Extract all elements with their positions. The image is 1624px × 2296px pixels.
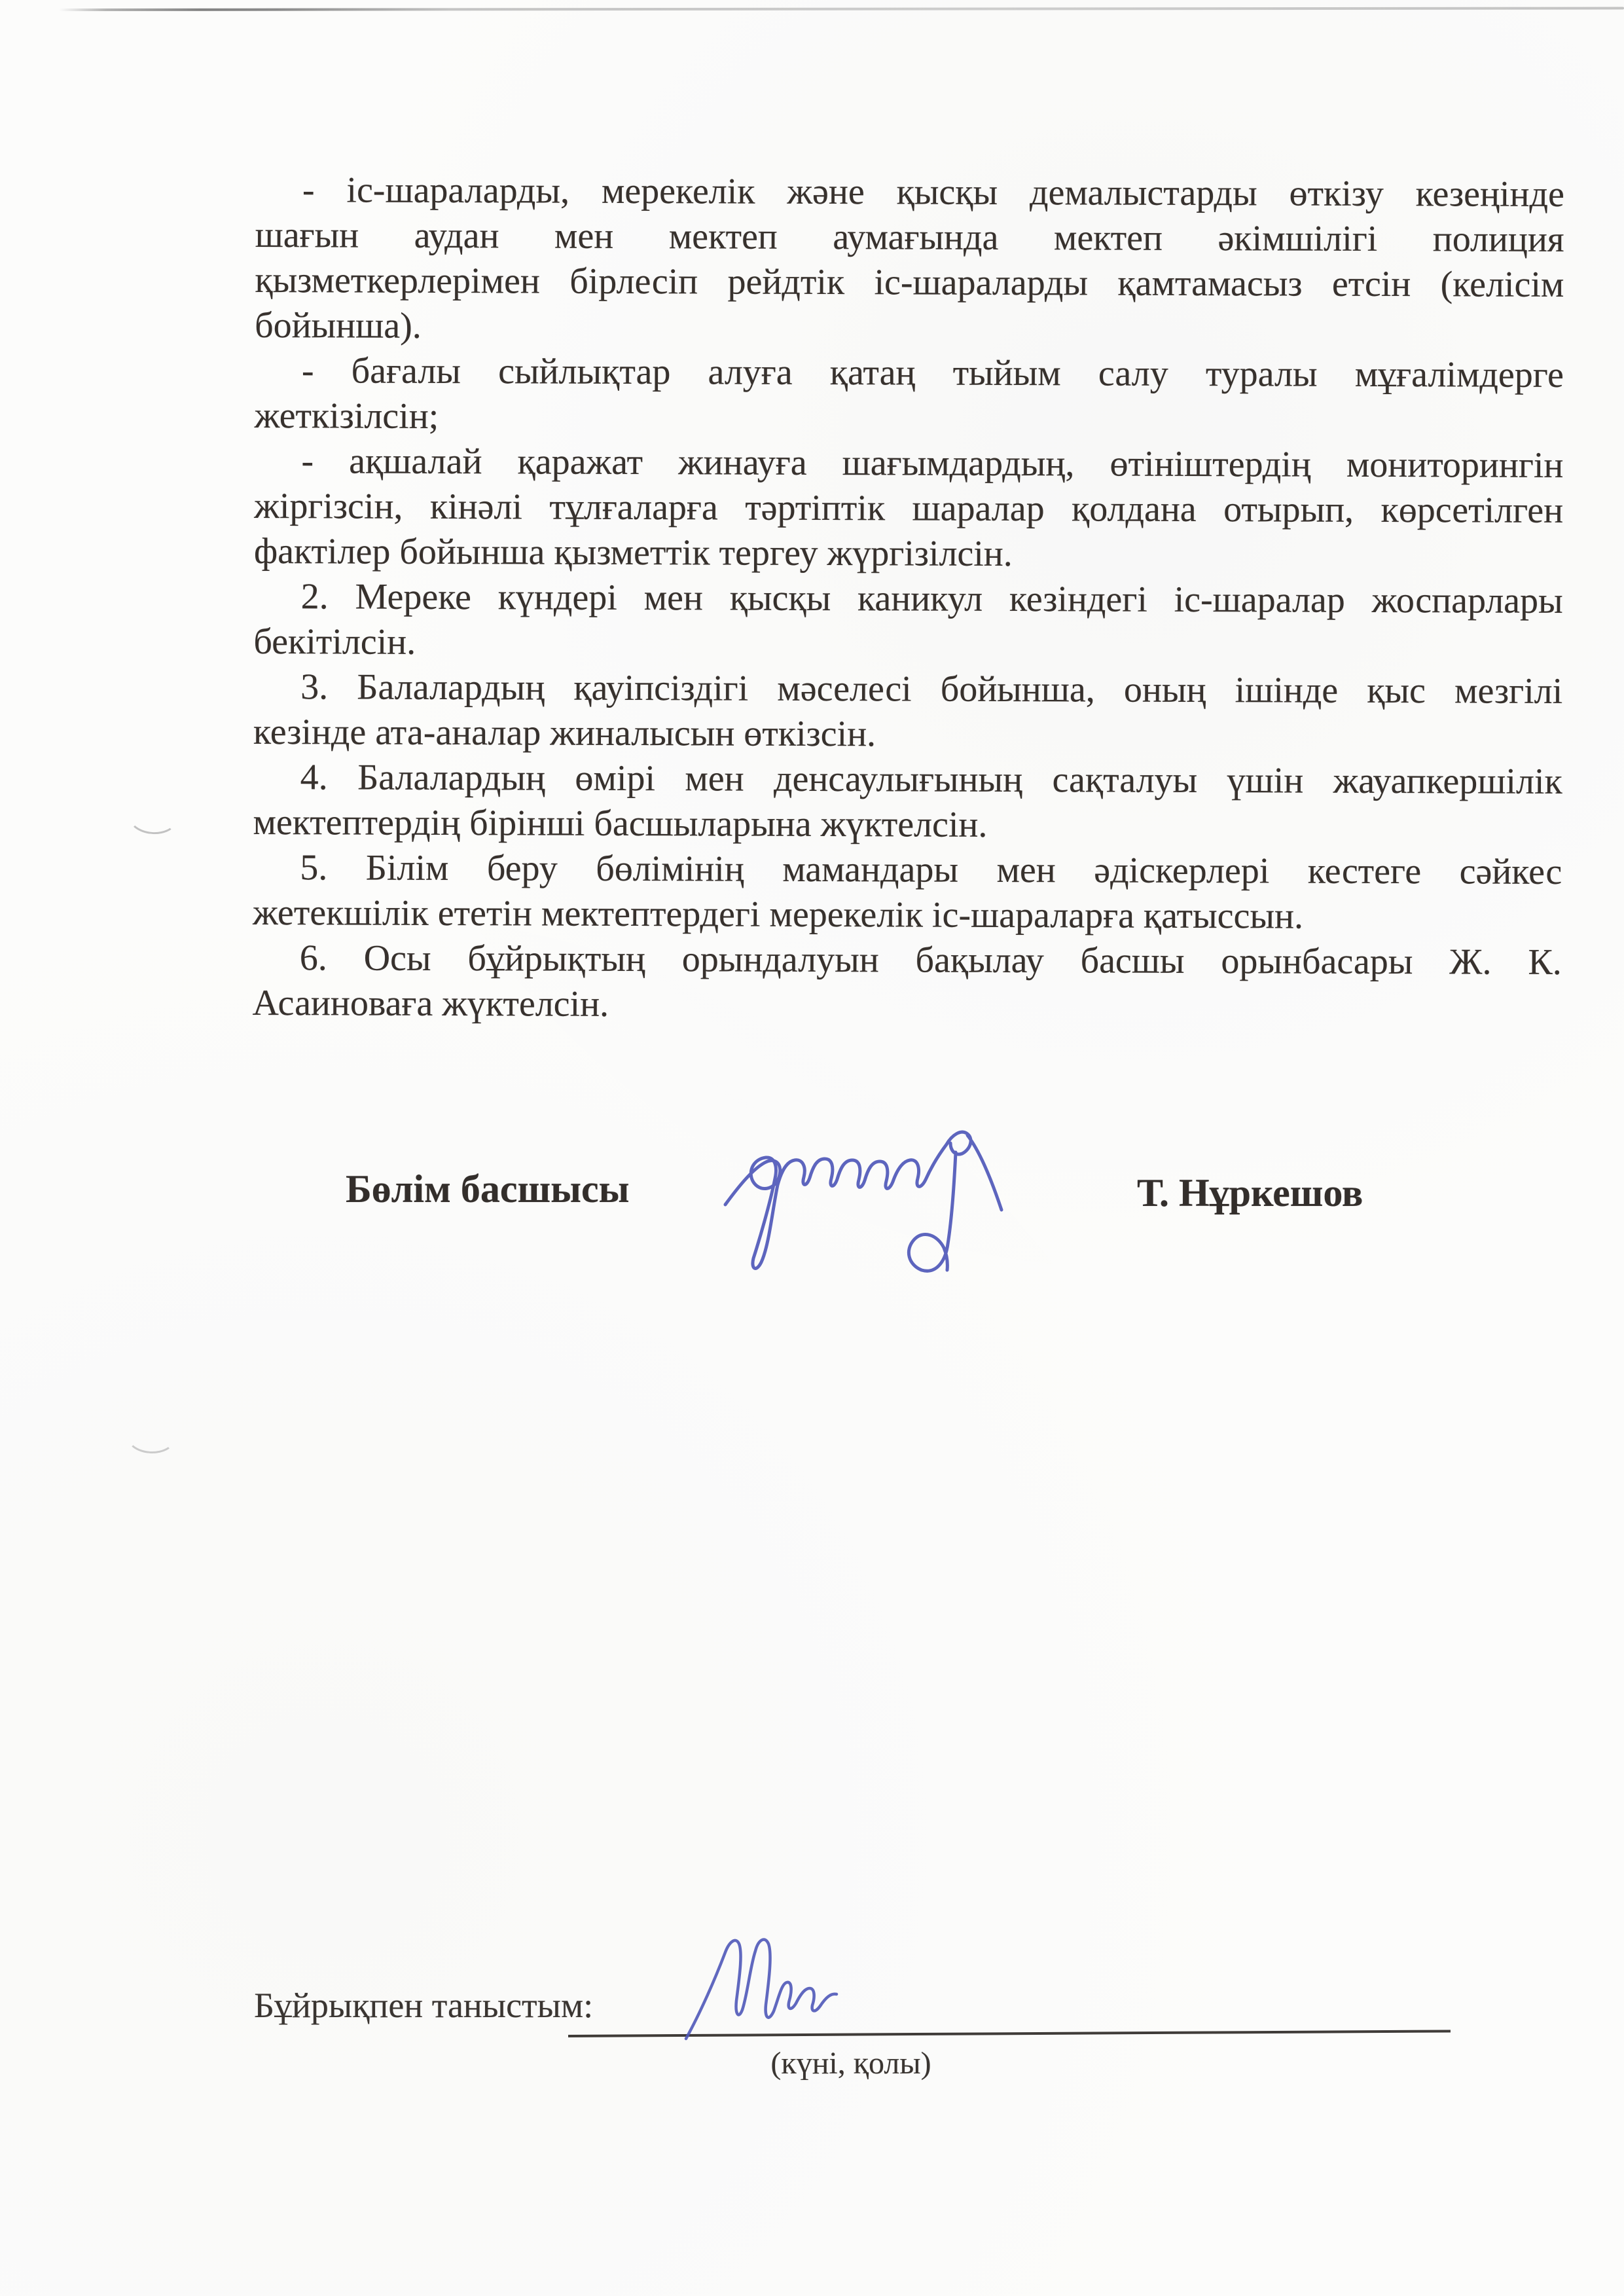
acknowledgement-signature-ink	[681, 1926, 844, 2050]
text-line: шағын аудан мен мектеп аумағында мектеп әкімшілігі полиция	[255, 214, 1564, 260]
text-line: бекітілсін.	[253, 621, 416, 663]
text-line: мектептердің бірінші басшыларына жүктелсін.	[253, 801, 988, 845]
text-line: 3. Балалардың қауіпсіздігі мәселесі бойынша, оның ішінде қыс мезгілі	[300, 666, 1563, 712]
signer-title: Бөлім басшысы	[346, 1167, 630, 1211]
text-line: - іс-шараларды, мерекелік және қысқы демалыстарды өткізу кезеңінде	[302, 170, 1564, 215]
scan-artifact-top-line	[59, 7, 1624, 11]
text-line: қызметкерлерімен бірлесіп рейдтік іс-шараларды қамтамасыз етсін (келісім	[255, 259, 1564, 305]
text-line: - бағалы сыйлықтар алуға қатаң тыйым салу туралы мұғалімдерге	[301, 350, 1564, 395]
signer-name: Т. Нұркешов	[1137, 1171, 1363, 1214]
text-line: 4. Балалардың өмірі мен денсаулығының сақталуы үшін жауапкершілік	[300, 757, 1562, 802]
scan-artifact-arc	[126, 1418, 177, 1455]
text-line: 5. Білім беру бөлімінің мамандары мен әдіскерлері кестеге сәйкес	[300, 847, 1562, 892]
scan-artifact-arc	[127, 798, 179, 835]
text-line: жіргізсін, кінәлі тұлғаларға тәртіптік шаралар қолдана отырып, көрсетілген	[254, 485, 1564, 531]
text-line: Асаиноваға жүктелсін.	[252, 982, 609, 1025]
text-line: бойынша).	[255, 304, 422, 346]
text-line: жетекшілік ететін мектептердегі мерекелік іс-шараларға қатыссын.	[252, 892, 1304, 937]
text-line: жеткізілсін;	[254, 395, 439, 437]
text-line: фактілер бойынша қызметтік тергеу жүргізілсін.	[253, 530, 1013, 575]
acknowledgement-label: Бұйрықпен таныстым:	[254, 1986, 594, 2025]
date-signature-caption: (күні, қолы)	[770, 2046, 931, 2081]
director-signature-ink	[713, 1106, 1021, 1296]
text-line: кезінде ата-аналар жиналысын өткізсін.	[253, 711, 876, 755]
text-line: 2. Мереке күндері мен қысқы каникул кезіндегі іс-шаралар жоспарлары	[300, 576, 1563, 621]
text-line: 6. Осы бұйрықтың орындалуын бақылау басшы орынбасары Ж. К.	[299, 938, 1562, 983]
text-line: - ақшалай қаражат жинауға шағымдардың, өтініштердің мониторингін	[301, 441, 1564, 486]
order-body-text	[252, 168, 1564, 1030]
